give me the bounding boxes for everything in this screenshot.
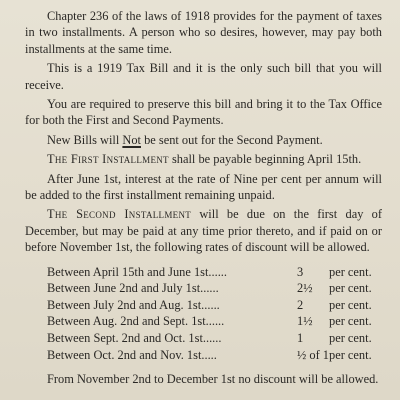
interest-paragraph: After June 1st, interest at the rate of Nine per cent per annum will be added to the first installment remaining unpaid.	[25, 171, 382, 203]
table-row	[47, 347, 372, 364]
rate-unit: per cent.	[329, 264, 372, 279]
rate-value: ½ of 1	[297, 347, 330, 362]
rate-period: Between Sept. 2nd and Oct. 1st......	[47, 331, 222, 346]
second-installment-text: will be due on the first day of December, but may be paid at any time prior thereto, and if paid on or before November 1st, the following rates of discount will be allowed.	[25, 207, 383, 255]
new-bills-text-after: be sent out for the Second Payment.	[140, 132, 323, 147]
table-row	[47, 313, 372, 330]
first-installment-paragraph	[25, 151, 382, 167]
installment-law-paragraph: Chapter 236 of the laws of 1918 provides for the payment of taxes in two installments. A person who so desires, however, may pay both installments at the same time.	[25, 9, 382, 56]
rate-unit: per cent.	[329, 297, 372, 312]
rate-unit: per cent.	[329, 347, 372, 362]
rate-unit: per cent.	[329, 331, 372, 346]
no-discount-paragraph: From November 2nd to December 1st no discount will be allowed.	[47, 372, 379, 387]
rate-value: 3	[297, 264, 304, 279]
rate-period: Between Aug. 2nd and Sept. 1st......	[47, 314, 225, 329]
discount-rates-table	[47, 264, 372, 364]
tax-bill-notice-paragraph: This is a 1919 Tax Bill and it is the only such bill that you will receive.	[25, 61, 382, 92]
rate-value: 2	[297, 297, 304, 312]
rate-unit: per cent.	[329, 281, 372, 296]
rate-unit: per cent.	[329, 314, 372, 329]
first-installment-text: shall be payable beginning April 15th.	[168, 152, 362, 167]
rate-value: 1½	[297, 314, 313, 329]
new-bills-paragraph	[25, 132, 382, 148]
table-row	[47, 264, 372, 281]
second-installment-heading: The Second Installment	[47, 207, 192, 222]
second-installment-paragraph	[25, 206, 382, 255]
rate-value: 1	[297, 331, 304, 346]
rate-value: 2½	[297, 281, 313, 296]
preserve-bill-paragraph: You are required to preserve this bill and bring it to the Tax Office for both the First and Second Payments.	[25, 97, 382, 128]
not-emphasis: Not	[122, 132, 141, 147]
rate-period: Between April 15th and June 1st......	[47, 264, 227, 279]
rate-period: Between Oct. 2nd and Nov. 1st.....	[47, 347, 217, 362]
table-row	[47, 297, 372, 314]
rate-period: Between July 2nd and Aug. 1st......	[47, 297, 220, 312]
first-installment-heading: The First Installment	[47, 152, 169, 167]
new-bills-text-before: New Bills will	[47, 132, 123, 147]
table-row	[47, 280, 372, 297]
table-row	[47, 330, 372, 347]
rate-period: Between June 2nd and July 1st......	[47, 281, 219, 296]
